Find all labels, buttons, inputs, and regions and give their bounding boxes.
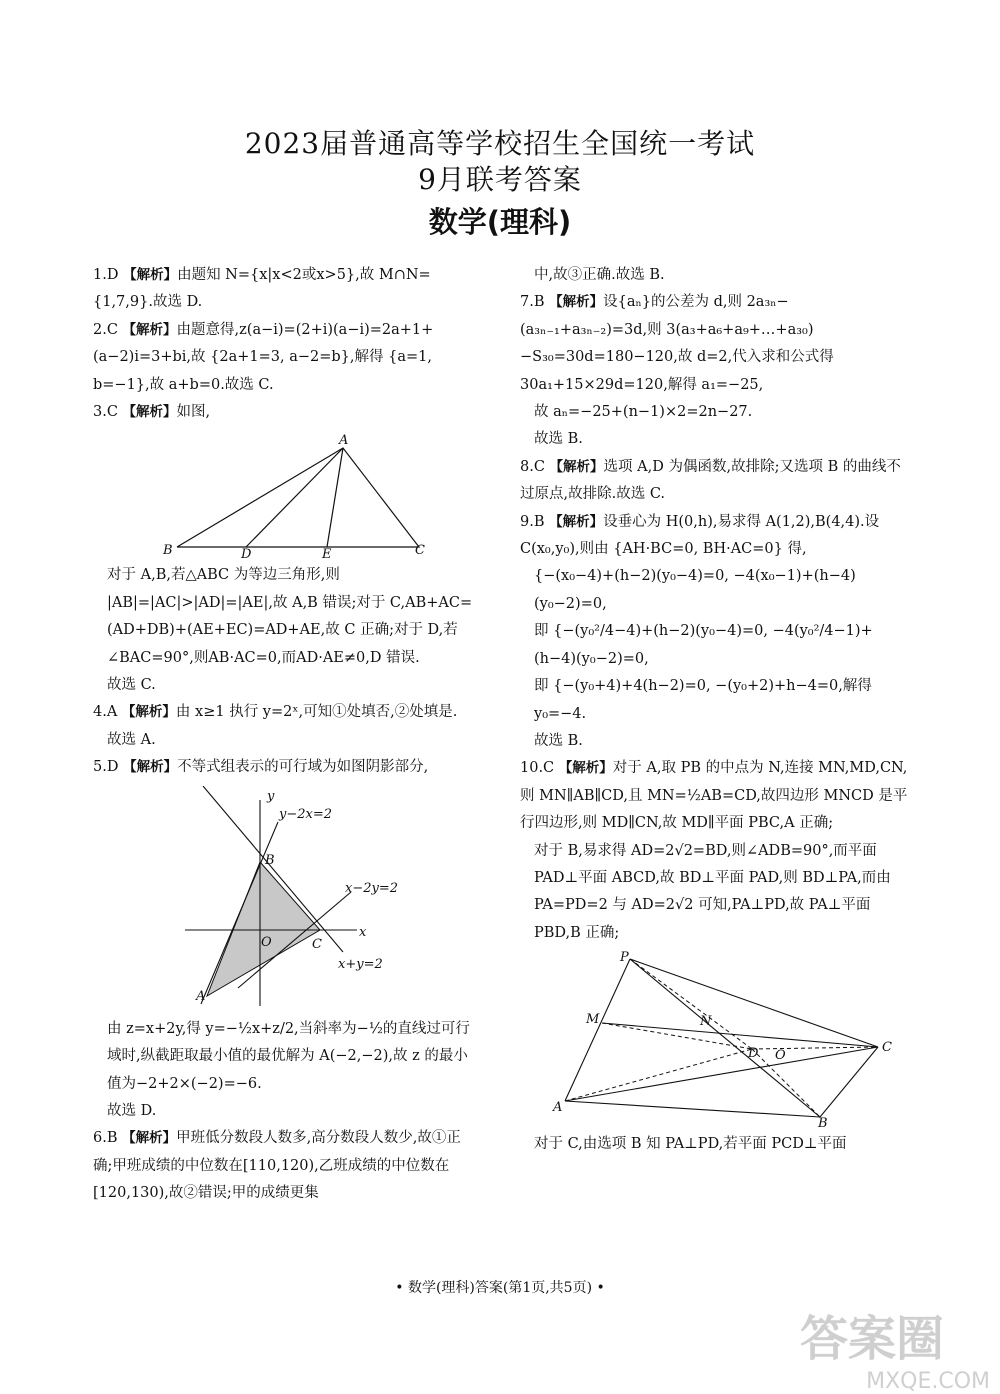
watermark	[800, 1300, 990, 1392]
fig10-label-c: C	[882, 1040, 892, 1056]
subject-title: 数学(理科)	[428, 205, 572, 239]
answer-5-end: 故选 D.	[107, 1102, 157, 1119]
watermark-logo-text: 答案圈	[800, 1311, 945, 1367]
answer-6: 6.B 【解析】甲班低分数段人数多,高分数段人数少,故①正确;甲班成绩的中位数在[110,120),乙班成绩的中位数在[120,130),故②错误;甲的成绩更集	[93, 1130, 461, 1202]
fig10-label-p: P	[620, 951, 629, 966]
fig5-label-o: O	[261, 934, 272, 950]
right-column	[520, 262, 910, 1159]
answer-3: 3.C 【解析】如图,	[93, 404, 211, 421]
fig5-label-x: x	[359, 924, 367, 940]
fig5-line-3: x+y=2	[338, 956, 383, 972]
feasible-region-figure	[93, 786, 475, 1012]
watermark-url: MXQE.COM	[866, 1369, 990, 1394]
answer-2: 2.C 【解析】由题意得,z(a−i)=(2+i)(a−i)=2a+1+(a−2)i=3+bi,故 {2a+1=3, a−2=b},解得 {a=1, b=−1},故 a+b=0.故选 C.	[93, 321, 434, 393]
answer-9-system-2: 即 {−(y₀²/4−4)+(h−2)(y₀−4)=0, −4(y₀²/4−1)+(h−4)(y₀−2)=0,	[534, 623, 873, 667]
answer-10-c: 对于 C,由选项 B 知 PA⊥PD,若平面 PCD⊥平面	[534, 1136, 847, 1153]
answer-7: 7.B 【解析】设{aₙ}的公差为 d,则 2a₃ₙ−(a₃ₙ₋₁+a₃ₙ₋₂)=3d,则 3(a₃+a₆+a₉+…+a₃₀)−S₃₀=30d=180−120,故 d=2,代入求和公式得 30a₁+15×29d=120,解得 a₁=−25,	[520, 294, 834, 393]
fig3-label-a: A	[339, 433, 349, 449]
exam-subtitle: 9月联考答案	[418, 163, 582, 196]
fig5-line-1: y−2x=2	[279, 806, 333, 822]
fig10-label-a: A	[553, 1100, 563, 1116]
fig10-label-m: M	[586, 1012, 600, 1028]
answer-5-body: 由 z=x+2y,得 y=−½x+z/2,当斜率为−½的直线过可行域时,纵截距取最小值的最优解为 A(−2,−2),故 z 的最小值为−2+2×(−2)=−6.	[107, 1020, 470, 1092]
answer-9: 9.B 【解析】设垂心为 H(0,h),易求得 A(1,2),B(4,4).设 C(x₀,y₀),则由 {AH·BC=0, BH·AC=0} 得,	[520, 513, 880, 558]
page-footer: • 数学(理科)答案(第1页,共5页) •	[395, 1280, 605, 1296]
answer-8: 8.C 【解析】选项 A,D 为偶函数,故排除;又选项 B 的曲线不过原点,故排除.故选 C.	[520, 458, 901, 503]
fig5-label-a: A	[196, 988, 206, 1004]
fig10-label-n: N	[700, 1014, 712, 1030]
triangle-figure	[93, 430, 475, 558]
fig3-label-b: B	[163, 543, 173, 559]
fig10-label-d: D	[748, 1046, 759, 1062]
fig3-label-d: D	[241, 547, 252, 559]
answer-4-end: 故选 A.	[107, 731, 156, 748]
fig5-label-y: y	[267, 788, 275, 804]
fig10-label-o: O	[775, 1048, 786, 1064]
fig5-line-2: x−2y=2	[345, 880, 399, 896]
answer-3-end: 故选 C.	[107, 677, 156, 694]
answer-9-system-3: 即 {−(y₀+4)+4(h−2)=0, −(y₀+2)+h−4=0,解得 y₀=−4.	[534, 678, 872, 722]
fig5-label-b: B	[265, 852, 275, 868]
fig5-label-c: C	[312, 936, 322, 952]
answer-9-system-1: {−(x₀−4)+(h−2)(y₀−4)=0, −4(x₀−1)+(h−4)(y₀−2)=0,	[534, 568, 856, 612]
answer-10-b: 对于 B,易求得 AD=2√2=BD,则∠ADB=90°,而平面 PAD⊥平面 ABCD,故 BD⊥平面 PAD,则 BD⊥PA,而由 PA=PD=2 与 AD=2√2 可知,PA⊥PD,故 PA⊥平面 PBD,B 正确;	[534, 842, 891, 941]
answer-6-cont: 中,故③正确.故选 B.	[534, 267, 665, 283]
answer-1: 1.D 【解析】由题知 N={x|x<2或x>5},故 M∩N={1,7,9}.故选 D.	[93, 267, 431, 311]
answer-5: 5.D 【解析】不等式组表示的可行域为如图阴影部分,	[93, 759, 429, 776]
answer-9-end: 故选 B.	[534, 732, 583, 749]
left-column	[93, 262, 475, 1208]
answer-7-line: 故 aₙ=−25+(n−1)×2=2n−27.	[534, 404, 753, 421]
fig3-label-c: C	[415, 543, 425, 559]
answer-10: 10.C 【解析】对于 A,取 PB 的中点为 N,连接 MN,MD,CN,则 MN∥AB∥CD,且 MN=½AB=CD,故四边形 MNCD 是平行四边形,则 MD∥CN,故 MD∥平面 PBC,A 正确;	[520, 760, 908, 832]
fig10-label-b: B	[818, 1116, 828, 1128]
answer-4: 4.A 【解析】由 x≥1 执行 y=2ˣ,可知①处填否,②处填是.	[93, 704, 458, 721]
answer-3-body: 对于 A,B,若△ABC 为等边三角形,则 |AB|=|AC|>|AD|=|AE|,故 A,B 错误;对于 C,AB+AC=(AD+DB)+(AE+EC)=AD+AE,故 C 正确;对于 D,若∠BAC=90°,则AB·AC=0,而AD·AE≠0,D 错误.	[107, 567, 473, 666]
exam-title: 2023届普通高等学校招生全国统一考试	[244, 127, 756, 160]
fig3-label-e: E	[322, 547, 332, 559]
answer-7-end: 故选 B.	[534, 431, 583, 448]
pyramid-figure	[520, 951, 910, 1127]
